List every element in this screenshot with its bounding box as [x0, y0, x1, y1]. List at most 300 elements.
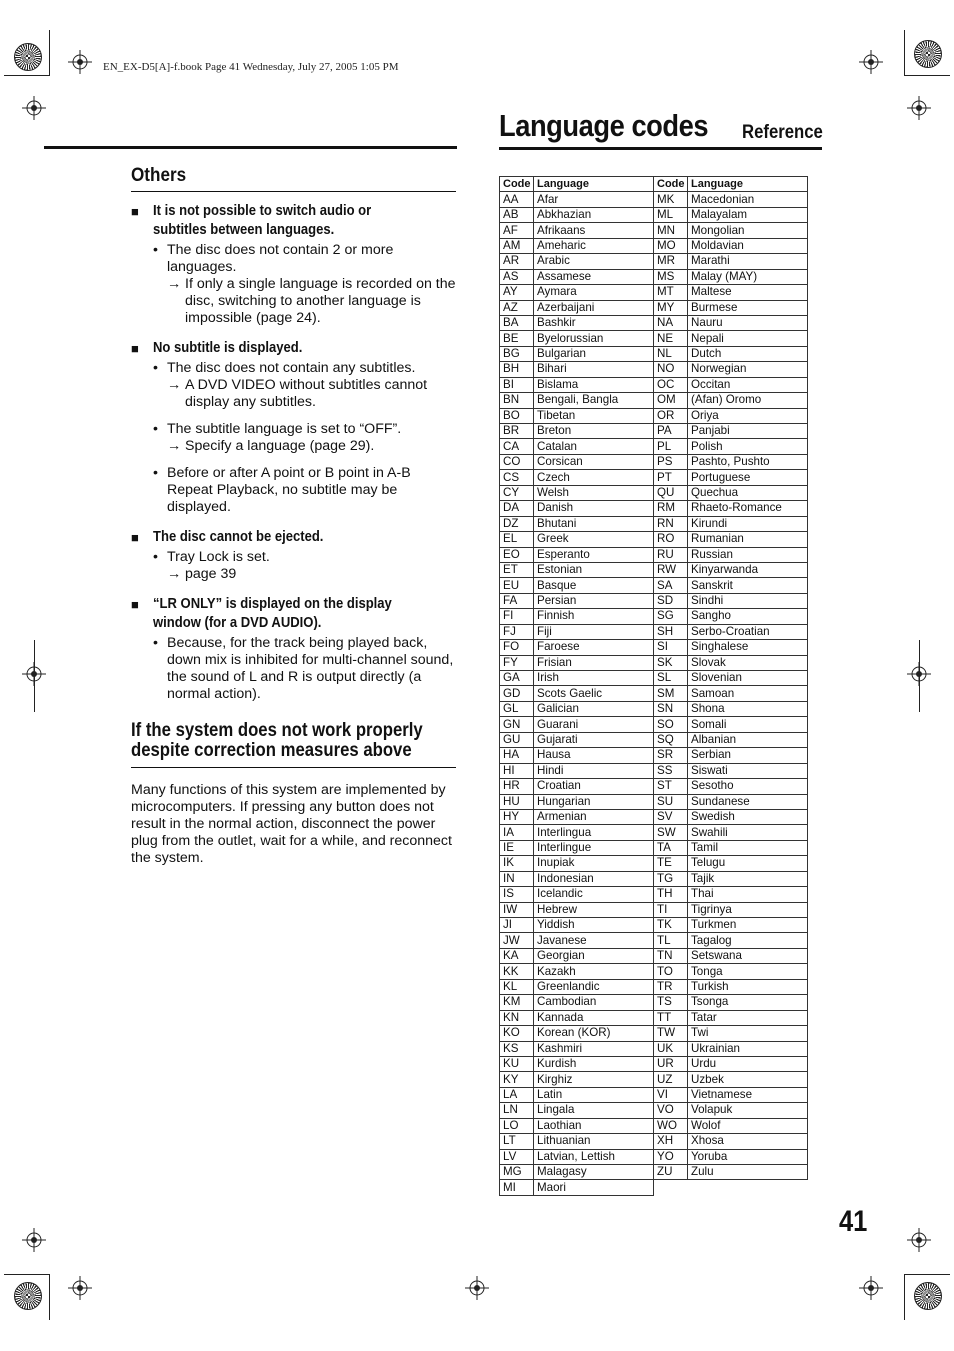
- language-cell: Kirundi: [688, 516, 808, 531]
- language-cell: Marathi: [688, 254, 808, 269]
- table-row: [500, 454, 808, 469]
- language-cell: Macedonian: [688, 192, 808, 207]
- code-cell: TA: [654, 840, 688, 855]
- table-row: [500, 717, 808, 732]
- code-cell: CY: [500, 485, 534, 500]
- code-cell: GN: [500, 717, 534, 732]
- language-cell: Siswati: [688, 763, 808, 778]
- language-cell: Quechua: [688, 485, 808, 500]
- table-row: [500, 779, 808, 794]
- color-disc-icon: [914, 40, 942, 68]
- table-row: [500, 825, 808, 840]
- code-cell: VO: [654, 1103, 688, 1118]
- table-row: [500, 856, 808, 871]
- language-cell: Sindhi: [688, 593, 808, 608]
- language-cell: Xhosa: [688, 1134, 808, 1149]
- code-cell: ET: [500, 562, 534, 577]
- language-cell: Arabic: [534, 254, 654, 269]
- language-cell: Kurdish: [534, 1056, 654, 1071]
- bullet-dot-icon: •: [153, 360, 158, 376]
- language-cell: Tatar: [688, 1010, 808, 1025]
- code-cell: RU: [654, 547, 688, 562]
- code-cell: JI: [500, 918, 534, 933]
- issue-item: [131, 202, 456, 327]
- table-row: [500, 686, 808, 701]
- arrow-right-icon: →: [167, 438, 182, 454]
- language-cell: Sundanese: [688, 794, 808, 809]
- code-cell: FY: [500, 655, 534, 670]
- issue-heading: [131, 528, 456, 547]
- language-cell: Bashkir: [534, 315, 654, 330]
- code-cell: AB: [500, 207, 534, 222]
- square-bullet-icon: ■: [131, 204, 139, 219]
- code-cell: KN: [500, 1010, 534, 1025]
- language-cell: Esperanto: [534, 547, 654, 562]
- issue-title: No subtitle is displayed.: [153, 340, 303, 356]
- issue-heading: [131, 595, 456, 633]
- code-cell: GL: [500, 701, 534, 716]
- table-header-row: [500, 177, 808, 192]
- code-cell: LN: [500, 1103, 534, 1118]
- code-cell: BI: [500, 377, 534, 392]
- language-cell: Assamese: [534, 269, 654, 284]
- code-cell: IN: [500, 871, 534, 886]
- code-cell: KY: [500, 1072, 534, 1087]
- code-cell: TG: [654, 871, 688, 886]
- code-cell: UR: [654, 1056, 688, 1071]
- language-cell: Frisian: [534, 655, 654, 670]
- remedy-text: Specify a language (page 29).: [185, 438, 375, 454]
- remedy-text: A DVD VIDEO without subtitles cannot display any subtitles.: [185, 377, 428, 410]
- code-cell: BE: [500, 331, 534, 346]
- issue-list: [131, 202, 456, 703]
- language-cell: Hindi: [534, 763, 654, 778]
- code-cell: AS: [500, 269, 534, 284]
- square-bullet-icon: ■: [131, 530, 139, 545]
- remedy-text: If only a single language is recorded on the disc, switching to another language is impossible (page 24).: [185, 276, 456, 326]
- language-cell: Mongolian: [688, 223, 808, 238]
- table-row: [500, 377, 808, 392]
- language-cell: Nepali: [688, 331, 808, 346]
- language-cell: Latin: [534, 1087, 654, 1102]
- table-row: [500, 485, 808, 500]
- language-cell: Ukrainian: [688, 1041, 808, 1056]
- table-row: [500, 1010, 808, 1025]
- language-cell: Wolof: [688, 1118, 808, 1133]
- code-cell: AY: [500, 285, 534, 300]
- language-cell: Corsican: [534, 454, 654, 469]
- language-cell: Maltese: [688, 285, 808, 300]
- table-row: [500, 655, 808, 670]
- table-row: [500, 1041, 808, 1056]
- language-cell: Swahili: [688, 825, 808, 840]
- code-cell: BR: [500, 424, 534, 439]
- table-row: [500, 562, 808, 577]
- system-body: Many functions of this system are implemented by microcomputers. If pressing any button does not result in the normal action, disconnect the power plug from the outlet, wait for a while, and reconnect the system.: [131, 782, 452, 866]
- system-heading: If the system does not work properly despite correction measures above: [131, 720, 423, 761]
- code-cell: LO: [500, 1118, 534, 1133]
- language-cell: Hungarian: [534, 794, 654, 809]
- language-cell: Slovak: [688, 655, 808, 670]
- language-cell: Cambodian: [534, 995, 654, 1010]
- language-cell: Turkish: [688, 979, 808, 994]
- code-cell: BH: [500, 362, 534, 377]
- table-row: [500, 393, 808, 408]
- issue-item: [131, 595, 456, 703]
- language-cell: Bengali, Bangla: [534, 393, 654, 408]
- language-cell: Norwegian: [688, 362, 808, 377]
- language-cell: Danish: [534, 501, 654, 516]
- square-bullet-icon: ■: [131, 597, 139, 612]
- language-cell: Tajik: [688, 871, 808, 886]
- language-cell: Bulgarian: [534, 346, 654, 361]
- language-cell: Catalan: [534, 439, 654, 454]
- language-cell: Burmese: [688, 300, 808, 315]
- code-cell: HY: [500, 809, 534, 824]
- system-rule: [131, 767, 456, 768]
- language-cell: Dutch: [688, 346, 808, 361]
- column-header-code: Code: [500, 177, 534, 192]
- language-cell: Tonga: [688, 964, 808, 979]
- table-row: [500, 1165, 808, 1180]
- issue-title: It is not possible to switch audio or subtitles between languages.: [153, 203, 372, 238]
- code-cell: BA: [500, 315, 534, 330]
- color-disc-icon: [14, 43, 42, 71]
- code-cell: HR: [500, 779, 534, 794]
- language-cell: Czech: [534, 470, 654, 485]
- code-cell: RM: [654, 501, 688, 516]
- language-cell: Korean (KOR): [534, 1026, 654, 1041]
- language-cell: Malagasy: [534, 1165, 654, 1180]
- language-cell: Bihari: [534, 362, 654, 377]
- language-cell: Singhalese: [688, 640, 808, 655]
- language-cell: Kirghiz: [534, 1072, 654, 1087]
- code-cell: SN: [654, 701, 688, 716]
- language-cell: Setswana: [688, 948, 808, 963]
- code-cell: KO: [500, 1026, 534, 1041]
- code-cell: NO: [654, 362, 688, 377]
- table-row: [500, 578, 808, 593]
- table-row: [500, 470, 808, 485]
- language-cell: Sangho: [688, 609, 808, 624]
- code-cell: AR: [500, 254, 534, 269]
- language-cell: Georgian: [534, 948, 654, 963]
- language-cell: Scots Gaelic: [534, 686, 654, 701]
- table-row: [500, 408, 808, 423]
- language-cell: Nauru: [688, 315, 808, 330]
- code-cell: NL: [654, 346, 688, 361]
- table-row: [500, 192, 808, 207]
- language-cell: Moldavian: [688, 238, 808, 253]
- language-cell: Russian: [688, 547, 808, 562]
- code-cell: YO: [654, 1149, 688, 1164]
- language-cell: Serbo-Croatian: [688, 624, 808, 639]
- issue-heading: [131, 339, 456, 358]
- code-cell: IS: [500, 887, 534, 902]
- code-cell: SS: [654, 763, 688, 778]
- language-cell: Galician: [534, 701, 654, 716]
- troubleshooting-column: [131, 165, 456, 867]
- language-cell: Sanskrit: [688, 578, 808, 593]
- crop-mark: [904, 75, 950, 76]
- language-cell: Yiddish: [534, 918, 654, 933]
- code-cell: IK: [500, 856, 534, 871]
- code-cell: CO: [500, 454, 534, 469]
- print-header: EN_EX-D5[A]-f.book Page 41 Wednesday, July 27, 2005 1:05 PM: [103, 61, 399, 73]
- crop-mark: [919, 640, 920, 712]
- language-cell: Indonesian: [534, 871, 654, 886]
- table-row: [500, 1072, 808, 1087]
- code-cell: LV: [500, 1149, 534, 1164]
- language-cell: Greenlandic: [534, 979, 654, 994]
- code-cell: MI: [500, 1180, 534, 1195]
- language-cell: Aymara: [534, 285, 654, 300]
- table-row: [500, 516, 808, 531]
- language-cell: Panjabi: [688, 424, 808, 439]
- cause-text: Because, for the track being played back, down mix is inhibited for multi-channel sound, the sound of L and R is output directly (a normal action).: [167, 635, 454, 702]
- header-rule-left: [44, 146, 457, 149]
- language-cell: Maori: [534, 1180, 654, 1195]
- code-cell: EU: [500, 578, 534, 593]
- language-cell: Yoruba: [688, 1149, 808, 1164]
- code-cell: KL: [500, 979, 534, 994]
- language-cell: Interlingue: [534, 840, 654, 855]
- code-cell: AM: [500, 238, 534, 253]
- spacer: [131, 455, 456, 463]
- remedy-item: [167, 438, 456, 455]
- table-row: [500, 1026, 808, 1041]
- language-cell: Afar: [534, 192, 654, 207]
- section-label: Reference: [742, 122, 823, 143]
- code-cell: SI: [654, 640, 688, 655]
- code-cell: TL: [654, 933, 688, 948]
- column-header-language: Language: [688, 177, 808, 192]
- bullet-dot-icon: •: [153, 549, 158, 565]
- language-cell: Rumanian: [688, 532, 808, 547]
- issue-title: “LR ONLY” is displayed on the display window (for a DVD AUDIO).: [153, 596, 392, 631]
- code-cell: TW: [654, 1026, 688, 1041]
- code-cell: JW: [500, 933, 534, 948]
- language-cell: Javanese: [534, 933, 654, 948]
- language-cell: Sesotho: [688, 779, 808, 794]
- code-cell: SQ: [654, 732, 688, 747]
- table-row: [500, 1103, 808, 1118]
- code-cell: SR: [654, 748, 688, 763]
- code-cell: UZ: [654, 1072, 688, 1087]
- table-row: [500, 640, 808, 655]
- code-cell: GD: [500, 686, 534, 701]
- code-cell: ST: [654, 779, 688, 794]
- square-bullet-icon: ■: [131, 341, 139, 356]
- code-cell: IW: [500, 902, 534, 917]
- code-cell: QU: [654, 485, 688, 500]
- code-cell: ZU: [654, 1165, 688, 1180]
- language-cell: Gujarati: [534, 732, 654, 747]
- table-row: [500, 918, 808, 933]
- table-row: [500, 315, 808, 330]
- table-row: [500, 887, 808, 902]
- bullet-dot-icon: •: [153, 465, 158, 481]
- table-row: [500, 1180, 808, 1195]
- table-row: [500, 331, 808, 346]
- cause-text: Tray Lock is set.: [167, 549, 270, 565]
- remedy-item: [167, 377, 456, 411]
- crop-mark: [904, 30, 905, 76]
- code-cell: MK: [654, 192, 688, 207]
- remedy-text: page 39: [185, 566, 237, 582]
- language-cell: (Afan) Oromo: [688, 393, 808, 408]
- table-row: [500, 346, 808, 361]
- crop-mark: [34, 640, 35, 712]
- code-cell: ML: [654, 207, 688, 222]
- cause-item: [153, 465, 456, 516]
- language-cell: Icelandic: [534, 887, 654, 902]
- code-cell: RN: [654, 516, 688, 531]
- code-cell: WO: [654, 1118, 688, 1133]
- issue-title: The disc cannot be ejected.: [153, 529, 324, 545]
- table-row: [500, 948, 808, 963]
- language-cell: Welsh: [534, 485, 654, 500]
- registration-mark-icon: [22, 96, 46, 120]
- table-row: [500, 979, 808, 994]
- code-cell: TH: [654, 887, 688, 902]
- code-cell: FA: [500, 593, 534, 608]
- table-row: [500, 362, 808, 377]
- remedy-item: [167, 276, 456, 327]
- language-cell: Somali: [688, 717, 808, 732]
- table-row: [500, 671, 808, 686]
- cause-text: The disc does not contain 2 or more languages.: [167, 242, 394, 275]
- language-cell: Tamil: [688, 840, 808, 855]
- table-row: [500, 609, 808, 624]
- code-cell: SM: [654, 686, 688, 701]
- code-cell: DZ: [500, 516, 534, 531]
- code-cell: TS: [654, 995, 688, 1010]
- code-cell: MY: [654, 300, 688, 315]
- table-row: [500, 1056, 808, 1071]
- bullet-dot-icon: •: [153, 421, 158, 437]
- code-cell: EO: [500, 547, 534, 562]
- code-cell: MN: [654, 223, 688, 238]
- language-cell: Basque: [534, 578, 654, 593]
- language-cell: Rhaeto-Romance: [688, 501, 808, 516]
- table-row: [500, 624, 808, 639]
- code-cell: VI: [654, 1087, 688, 1102]
- language-cell: Shona: [688, 701, 808, 716]
- table-row: [500, 439, 808, 454]
- language-cell: Breton: [534, 424, 654, 439]
- code-cell: FI: [500, 609, 534, 624]
- code-cell: CA: [500, 439, 534, 454]
- code-cell: SU: [654, 794, 688, 809]
- code-cell: KM: [500, 995, 534, 1010]
- registration-mark-icon: [22, 1228, 46, 1252]
- table-row: [500, 547, 808, 562]
- language-cell: Swedish: [688, 809, 808, 824]
- code-cell: SO: [654, 717, 688, 732]
- table-row: [500, 964, 808, 979]
- table-row: [500, 1087, 808, 1102]
- code-cell: SA: [654, 578, 688, 593]
- table-row: [500, 809, 808, 824]
- cause-item: [153, 421, 456, 438]
- code-cell: MO: [654, 238, 688, 253]
- table-row: [500, 933, 808, 948]
- code-cell: BN: [500, 393, 534, 408]
- language-cell: Estonian: [534, 562, 654, 577]
- column-header-language: Language: [534, 177, 654, 192]
- language-cell: Occitan: [688, 377, 808, 392]
- language-cell: Zulu: [688, 1165, 808, 1180]
- language-cell: Latvian, Lettish: [534, 1149, 654, 1164]
- language-cell: Twi: [688, 1026, 808, 1041]
- crop-mark: [49, 1274, 50, 1320]
- table-row: [500, 1118, 808, 1133]
- others-heading: Others: [131, 165, 187, 186]
- language-cell: Bhutani: [534, 516, 654, 531]
- page-title: Language codes: [499, 108, 709, 143]
- language-cell: Thai: [688, 887, 808, 902]
- code-cell: SW: [654, 825, 688, 840]
- code-cell: GU: [500, 732, 534, 747]
- code-cell: LA: [500, 1087, 534, 1102]
- language-cell: Afrikaans: [534, 223, 654, 238]
- language-cell: Azerbaijani: [534, 300, 654, 315]
- language-cell: Tsonga: [688, 995, 808, 1010]
- language-cell: Kannada: [534, 1010, 654, 1025]
- code-cell: NA: [654, 315, 688, 330]
- cause-text: The subtitle language is set to “OFF”.: [167, 421, 402, 437]
- language-cell: Telugu: [688, 856, 808, 871]
- code-cell: CS: [500, 470, 534, 485]
- language-cell: Malayalam: [688, 207, 808, 222]
- code-cell: TI: [654, 902, 688, 917]
- code-cell: OC: [654, 377, 688, 392]
- code-cell: HU: [500, 794, 534, 809]
- code-cell: RW: [654, 562, 688, 577]
- language-cell: Inupiak: [534, 856, 654, 871]
- crop-mark: [904, 1274, 905, 1320]
- code-cell: SH: [654, 624, 688, 639]
- code-cell: KK: [500, 964, 534, 979]
- table-row: [500, 1134, 808, 1149]
- registration-mark-icon: [68, 50, 92, 74]
- registration-mark-icon: [907, 96, 931, 120]
- table-row: [500, 902, 808, 917]
- language-cell: Finnish: [534, 609, 654, 624]
- issue-heading: [131, 202, 456, 240]
- table-row: [500, 424, 808, 439]
- code-cell: XH: [654, 1134, 688, 1149]
- registration-mark-icon: [907, 1228, 931, 1252]
- color-disc-icon: [14, 1282, 42, 1310]
- code-cell: DA: [500, 501, 534, 516]
- code-cell: EL: [500, 532, 534, 547]
- code-cell: SL: [654, 671, 688, 686]
- table-row: [500, 207, 808, 222]
- table-row: [500, 871, 808, 886]
- code-cell: MR: [654, 254, 688, 269]
- language-cell: Croatian: [534, 779, 654, 794]
- language-code-table: [499, 176, 808, 1196]
- table-row: [500, 238, 808, 253]
- page-number: 41: [839, 1205, 868, 1238]
- code-cell: AA: [500, 192, 534, 207]
- language-cell: Irish: [534, 671, 654, 686]
- code-cell: FO: [500, 640, 534, 655]
- registration-mark-icon: [859, 1276, 883, 1300]
- code-cell: AF: [500, 223, 534, 238]
